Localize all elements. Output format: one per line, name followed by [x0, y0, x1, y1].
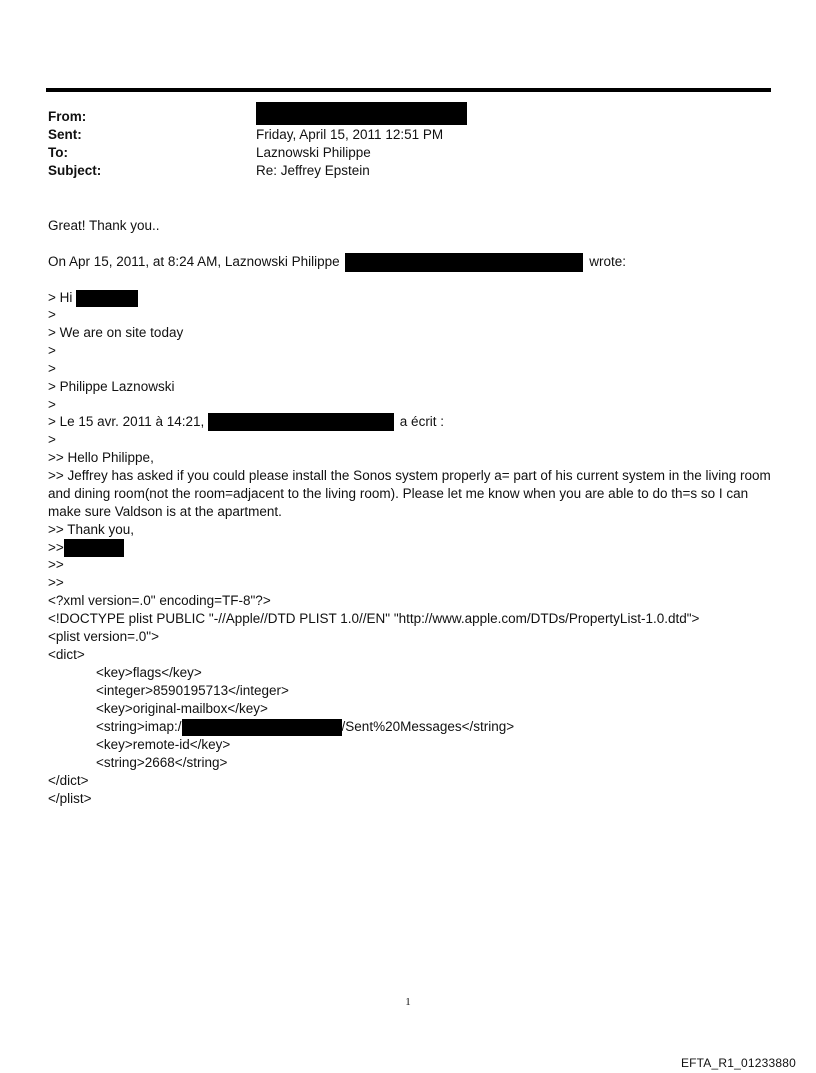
quote-line: > Philippe Laznowski — [48, 379, 175, 394]
redaction-box — [64, 539, 124, 557]
plist-imap-prefix: <string>imap:/ — [96, 719, 182, 734]
from-label: From: — [48, 109, 87, 124]
document-id: EFTA_R1_01233880 — [680, 1056, 796, 1070]
plist-doctype: <!DOCTYPE plist PUBLIC "-//Apple//DTD PLIST 1.0//EN" "http://www.apple.com/DTDs/PropertyList-1.0.dtd"> — [48, 611, 700, 626]
quote-intro-line — [48, 253, 626, 272]
subject-label: Subject: — [48, 163, 102, 178]
subject-value: Re: Jeffrey Epstein — [256, 163, 370, 178]
plist-integer-flags: <integer>8590195713</integer> — [96, 683, 289, 698]
to-value: Laznowski Philippe — [256, 145, 371, 160]
quote-line — [48, 413, 444, 431]
nested-quote-line: >> Thank you, — [48, 522, 135, 537]
quote-line: > — [48, 307, 56, 322]
plist-string-remote: <string>2668</string> — [96, 755, 228, 770]
nested-quote-line: >> Hello Philippe, — [48, 450, 154, 465]
nested-quote-prefix: >> — [48, 540, 64, 555]
plist-open: <plist version=.0"> — [48, 629, 159, 644]
redaction-box — [76, 290, 138, 307]
nested-quote-line: >> — [48, 557, 64, 572]
nested-quote-line — [48, 539, 124, 557]
redaction-box — [256, 102, 467, 125]
nested-quote-line: >> — [48, 575, 64, 590]
redaction-box — [345, 253, 583, 272]
quote-line: > — [48, 343, 56, 358]
to-label: To: — [48, 145, 68, 160]
redaction-box — [182, 719, 342, 736]
quote-intro-text: On Apr 15, 2011, at 8:24 AM, Laznowski Philippe — [48, 254, 340, 270]
plist-string-imap — [96, 718, 514, 736]
quote-intro-wrote: wrote: — [589, 254, 626, 270]
quote-line: > — [48, 397, 56, 412]
plist-imap-suffix: /Sent%20Messages</string> — [341, 719, 515, 734]
header-rule — [46, 88, 771, 92]
sent-value: Friday, April 15, 2011 12:51 PM — [256, 127, 444, 142]
quote-hi-text: > Hi — [48, 290, 73, 305]
plist-key-mailbox: <key>original-mailbox</key> — [96, 701, 268, 716]
plist-dict-open: <dict> — [48, 647, 85, 662]
quote-line: > We are on site today — [48, 325, 184, 340]
sent-label: Sent: — [48, 127, 82, 142]
plist-key-flags: <key>flags</key> — [96, 665, 202, 680]
plist-key-remote: <key>remote-id</key> — [96, 737, 231, 752]
quote-le-ecrit: a écrit : — [399, 414, 445, 429]
quote-le-text: > Le 15 avr. 2011 à 14:21, — [48, 414, 205, 429]
nested-quote-message: >> Jeffrey has asked if you could please install the Sonos system properly a= part of his current system in the living room and dining room(not the room=adjacent to the living room). Please let me know when you are able to do th=s so I can make sure Valdson is at the apartment. — [48, 468, 771, 519]
plist-dict-close: </dict> — [48, 773, 89, 788]
plist-xml-declaration: <?xml version=.0" encoding=TF-8"?> — [48, 593, 271, 608]
quote-line — [48, 289, 138, 307]
from-value-redacted — [256, 102, 467, 125]
quote-line: > — [48, 361, 56, 376]
greeting-line: Great! Thank you.. — [48, 218, 160, 233]
page-number: 1 — [405, 996, 411, 1008]
quote-line: > — [48, 432, 56, 447]
plist-close: </plist> — [48, 791, 92, 806]
redaction-box — [208, 413, 394, 431]
